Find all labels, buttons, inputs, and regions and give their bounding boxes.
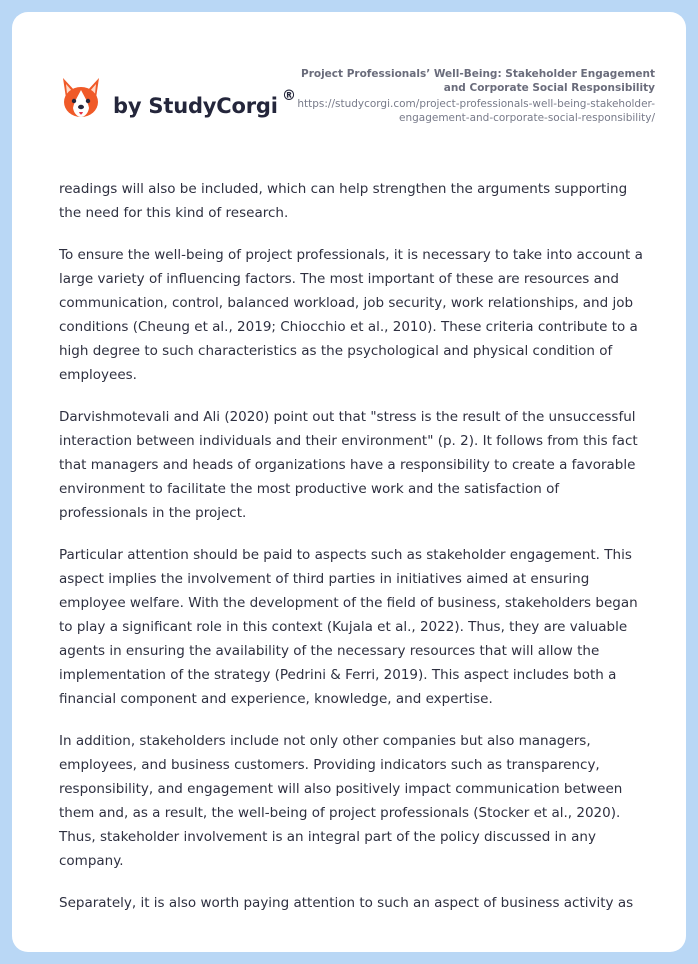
document-url[interactable]: https://studycorgi.com/project-professionals-well-being-stakeholder-engagement-and-corporate-social-responsibility/ <box>297 98 655 124</box>
paragraph: Darvishmotevali and Ali (2020) point out that "stress is the result of the unsuccessful interaction between individuals and their environment" (p. 2). It follows from this fact that managers and heads of organizations have a responsibility to create a favorable environment to facilitate the most productive work and the satisfaction of professionals in the project. <box>59 409 638 521</box>
document-title: Project Professionals’ Well-Being: Stakeholder Engagement and Corporate Social Responsibility <box>301 68 655 94</box>
document-body <box>59 177 649 933</box>
document-page <box>12 12 686 952</box>
registered-mark: ® <box>282 88 296 104</box>
studycorgi-logo[interactable] <box>60 76 320 126</box>
page-header <box>12 12 686 152</box>
paragraph: readings will also be included, which can help strengthen the arguments supporting the need for this kind of research. <box>59 181 628 221</box>
paragraph: Separately, it is also worth paying attention to such an aspect of business activity as <box>59 895 634 911</box>
paragraph: In addition, stakeholders include not only other companies but also managers, employees, and business customers. Providing indicators such as transparency, responsibility, and engagement will also positively impact communication between them and, as a result, the well-being of project professionals (Stocker et al., 2020). Thus, stakeholder involvement is an integral part of the policy discussed in any company. <box>59 733 623 869</box>
paragraph: To ensure the well-being of project professionals, it is necessary to take into account a large variety of influencing factors. The most important of these are resources and communication, control, balanced workload, job security, work relationships, and job conditions (Cheung et al., 2019; Chiocchio et al., 2010). These criteria contribute to a high degree to such characteristics as the psychological and physical condition of employees. <box>59 247 643 383</box>
paragraph: Particular attention should be paid to aspects such as stakeholder engagement. This aspect implies the involvement of third parties in initiatives aimed at ensuring employee welfare. With the development of the field of business, stakeholders began to play a significant role in this context (Kujala et al., 2022). Thus, they are valuable agents in ensuring the availability of the necessary resources that will allow the implementation of the strategy (Pedrini & Ferri, 2019). This aspect includes both a financial component and experience, knowledge, and expertise. <box>59 547 638 707</box>
corgi-head-icon <box>60 76 102 122</box>
document-meta <box>295 67 655 125</box>
logo-wordmark: by StudyCorgi <box>113 94 278 118</box>
